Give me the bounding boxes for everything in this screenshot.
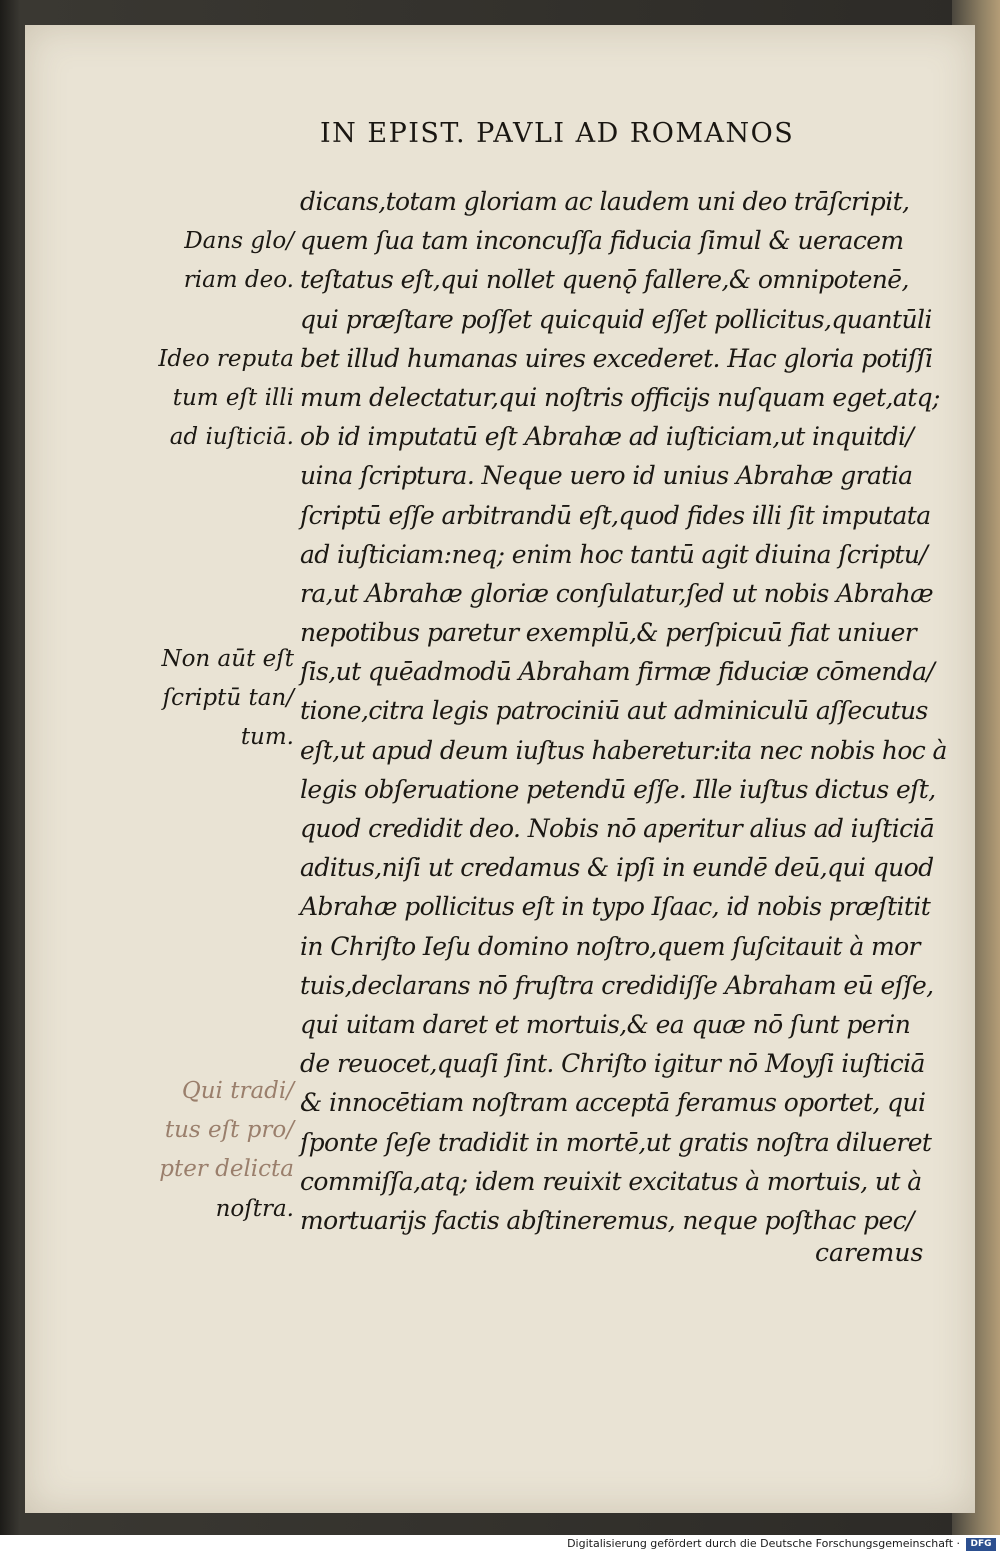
text-line: ob id imputatū eſt Abrahæ ad iuſticiam,ut inquitdi/ xyxy=(300,422,914,452)
text-line: ſponte ſeſe tradidit in mortē,ut gratis noſtra dilueret xyxy=(300,1127,932,1157)
margin-note-line: Qui tradi/ xyxy=(181,1078,294,1104)
dfg-logo: DFG xyxy=(966,1538,996,1551)
text-line: & innocētiam noſtram acceptā feramus oportet, qui xyxy=(300,1088,926,1118)
text-line: ad iuſticiam:neq; enim hoc tantū agit diuina ſcriptu/ xyxy=(300,539,928,569)
running-head: IN EPIST. PAVLI AD ROMANOS xyxy=(320,118,795,149)
margin-note xyxy=(158,340,294,458)
text-line: aditus,niſi ut credamus & ipſi in eundē deū,qui quod xyxy=(300,853,934,883)
text-line: quem ſua tam inconcuſſa fiducia ſimul & ueracem xyxy=(300,226,904,256)
text-line: commiſſa,atq; idem reuixit excitatus à mortuis, ut à xyxy=(300,1166,922,1196)
text-line: uina ſcriptura. Neque uero id unius Abrahæ gratia xyxy=(300,461,913,491)
text-line: in Chriſto Ieſu domino noſtro,quem ſuſcitauit à mor xyxy=(300,931,920,961)
margin-note-line: riam deo. xyxy=(183,267,294,294)
margin-note-line: Ideo reputa xyxy=(158,346,294,372)
text-line: qui præſtare poſſet quicquid eſſet pollicitus,quantūli xyxy=(300,304,932,334)
text-line: legis obſeruatione petendū eſſe. Ille iuſtus dictus eſt, xyxy=(300,774,936,804)
margin-note-line: noſtra. xyxy=(215,1195,294,1222)
text-line: tione,citra legis patrociniū aut adminiculū aſſecutus xyxy=(300,696,928,726)
margin-note-line: ad iuſticiā. xyxy=(169,424,294,451)
margin-note-line: tum. xyxy=(240,724,294,751)
margin-note-line: ſcriptū tan/ xyxy=(162,685,294,712)
text-line: mortuarijs factis abſtineremus, neque poſthac pec/ xyxy=(300,1205,914,1235)
text-line: de reuocet,quaſi ſint. Chriſto igitur nō Moyſi iuſticiā xyxy=(300,1049,925,1079)
text-line: qui uitam daret et mortuis,& ea quæ nō ſunt perin xyxy=(300,1009,911,1039)
margin-note-line: Dans glo/ xyxy=(184,228,294,254)
text-line: quod credidit deo. Nobis nō aperitur alius ad iuſticiā xyxy=(300,814,935,843)
digitization-credit: Digitalisierung gefördert durch die Deutsche Forschungsgemeinschaft · xyxy=(567,1537,960,1550)
text-line: ſcriptū eſſe arbitrandū eſt,quod fides illi ſit imputata xyxy=(300,500,931,530)
margin-note xyxy=(161,640,294,758)
text-line: ſis,ut quēadmodū Abraham firmæ fiduciæ cōmenda/ xyxy=(300,657,935,687)
margin-note-line: pter delicta xyxy=(159,1156,294,1183)
margin-note-line: tum eſt illi xyxy=(172,385,294,412)
text-line: ra,ut Abrahæ gloriæ conſulatur,ſed ut nobis Abrahæ xyxy=(300,578,934,608)
body-text xyxy=(300,182,945,1240)
text-line: tuis,declarans nō fruſtra credidiſſe Abraham eū eſſe, xyxy=(300,970,934,1000)
catchword: caremus xyxy=(815,1238,924,1267)
text-line: teſtatus eſt,qui nollet quenǭ fallere,& omnipotenē, xyxy=(300,265,909,295)
text-line: eſt,ut apud deum iuſtus haberetur:ita nec nobis hoc à xyxy=(300,735,947,765)
text-line: Abrahæ pollicitus eſt in typo Iſaac, id nobis præſtitit xyxy=(300,892,931,922)
text-line: dicans,totam gloriam ac laudem uni deo trāſcripit, xyxy=(300,187,910,216)
text-line: bet illud humanas uires excederet. Hac gloria potiſſi xyxy=(300,343,933,373)
text-line: mum delectatur,qui noſtris officijs nuſquam eget,atq; xyxy=(300,382,940,412)
text-line: nepotibus paretur exemplū,& perſpicuū fiat uniuer xyxy=(300,618,917,648)
margin-note-line: Non aūt eſt xyxy=(161,646,294,672)
margin-note xyxy=(159,1072,294,1229)
margin-note xyxy=(184,222,294,300)
margin-note-line: tus eſt pro/ xyxy=(164,1117,294,1144)
